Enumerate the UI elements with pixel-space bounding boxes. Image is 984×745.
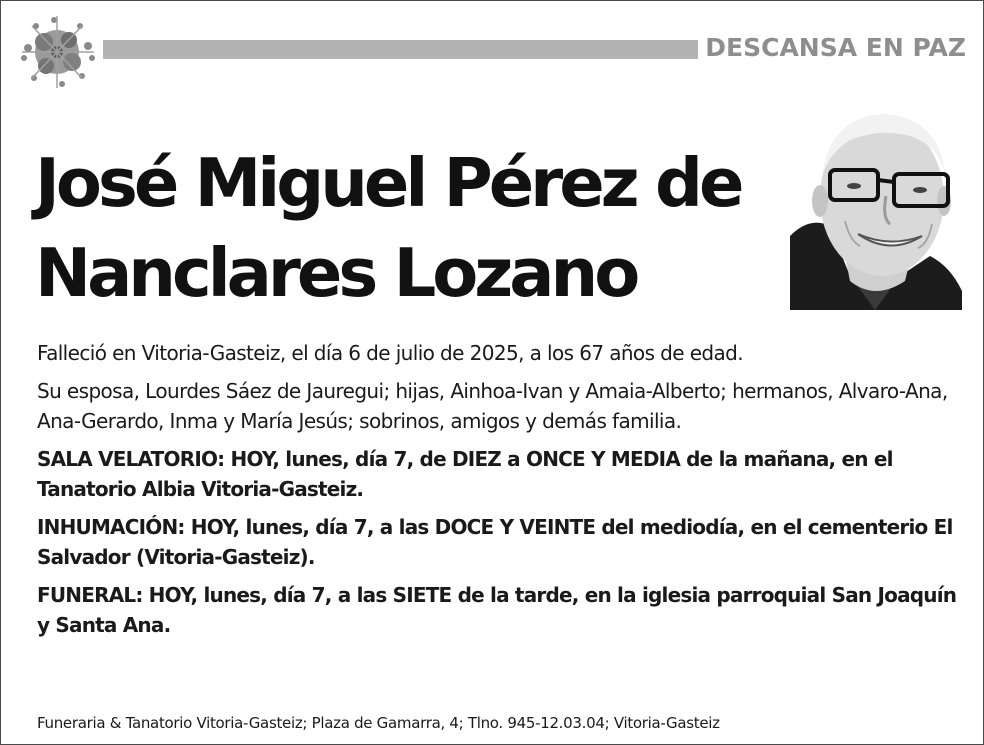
notice-body bbox=[37, 338, 957, 648]
death-announcement: Falleció en Vitoria-Gasteiz, el día 6 de julio de 2025, a los 67 años de edad. bbox=[37, 341, 744, 365]
deceased-name bbox=[35, 138, 785, 318]
funeral-details: FUNERAL: HOY, lunes, día 7, a las SIETE de la tarde, en la iglesia parroquial San Joaquín y Santa Ana. bbox=[37, 583, 957, 637]
deceased-name-line2: Nanclares Lozano bbox=[35, 234, 637, 312]
header-label: DESCANSA EN PAZ bbox=[705, 33, 966, 62]
portrait-photo bbox=[790, 106, 962, 310]
header-bar bbox=[103, 40, 698, 59]
funeral-home-footer: Funeraria & Tanatorio Vitoria-Gasteiz; Plaza de Gamarra, 4; Tlno. 945-12.03.04; Vitoria-Gasteiz bbox=[37, 714, 720, 732]
burial-details: INHUMACIÓN: HOY, lunes, día 7, a las DOCE Y VEINTE del mediodía, en el cementerio El Salvador (Vitoria-Gasteiz). bbox=[37, 515, 953, 569]
family-list: Su esposa, Lourdes Sáez de Jauregui; hijas, Ainhoa-Ivan y Amaia-Alberto; hermanos, Alvaro-Ana, Ana-Gerardo, Inma y María Jesús; sobrinos, amigos y demás familia. bbox=[37, 379, 948, 433]
wake-details: SALA VELATORIO: HOY, lunes, día 7, de DIEZ a ONCE Y MEDIA de la mañana, en el Tanatorio Albia Vitoria-Gasteiz. bbox=[37, 447, 893, 501]
floral-ornament-icon bbox=[14, 12, 100, 92]
deceased-name-line1: José Miguel Pérez de bbox=[35, 144, 741, 222]
